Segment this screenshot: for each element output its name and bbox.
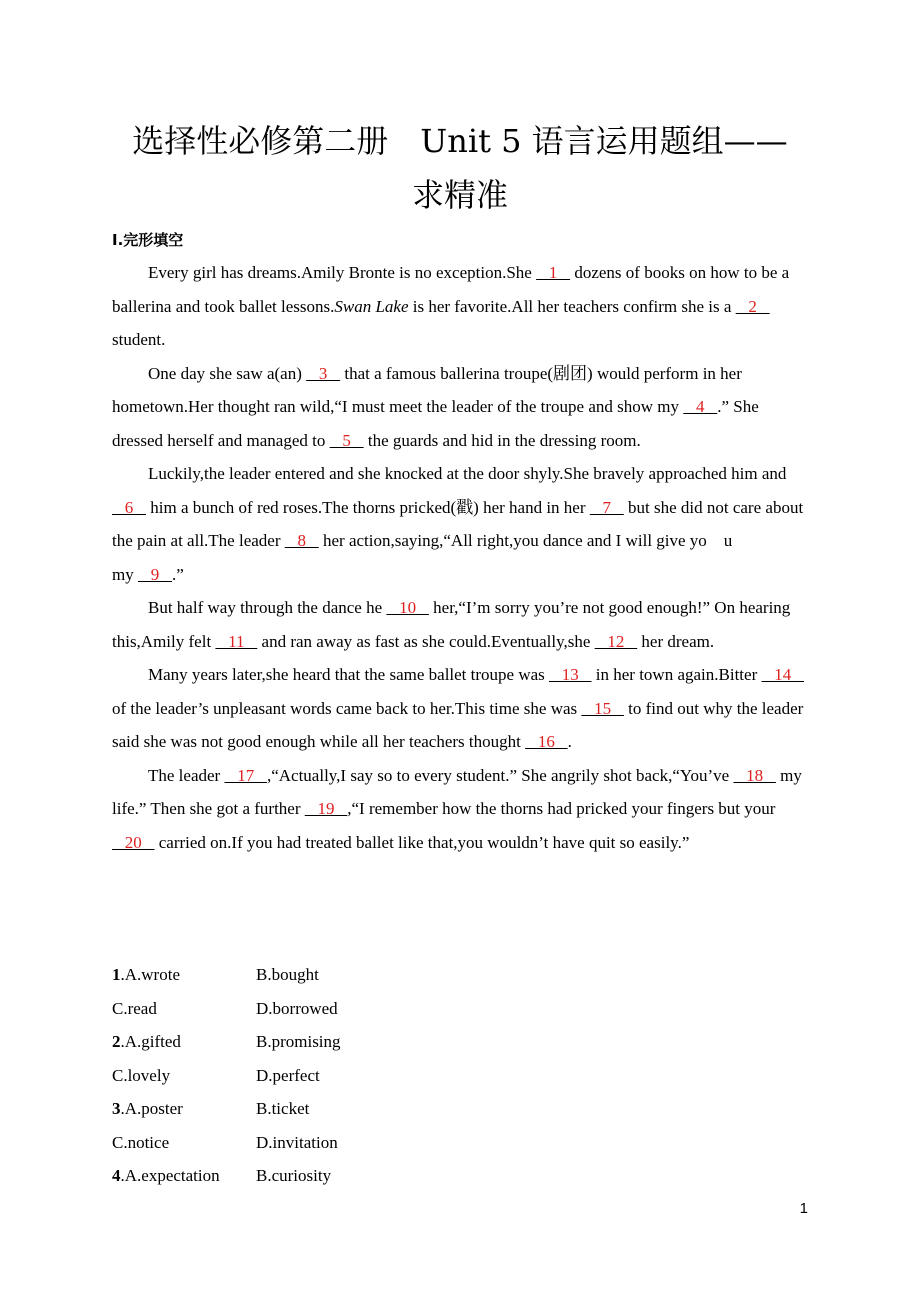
option-row (112, 992, 341, 1026)
option-b: B.bought (256, 965, 319, 984)
blank-8: 8 (284, 531, 319, 550)
blank-3: 3 (306, 363, 341, 383)
option-row (112, 1126, 341, 1160)
blank-1: 1 (536, 263, 571, 282)
section-heading: Ⅰ.完形填空 (112, 231, 184, 249)
passage-text: him a bunch of red roses.The thorns pricked(戳) her hand in her (146, 497, 590, 517)
option-a-text: .A.gifted (120, 1032, 181, 1051)
blank-17: 17 (224, 765, 267, 785)
passage-text: her dream. (637, 631, 715, 651)
paragraph-5 (112, 658, 810, 759)
answer-options (112, 958, 341, 1193)
passage-text: in her town again.Bitter (591, 665, 762, 684)
passage-text: ,“Actually,I say so to every student.” She angrily shot back,“You’ve (266, 765, 734, 785)
passage-text: of the leader’s unpleasant words came back to her.This time she was (112, 698, 582, 718)
italic-title: Swan Lake (334, 296, 409, 316)
passage-text: is her favorite.All her teachers confirm she is a (408, 296, 736, 316)
page-title-line1: 选择性必修第二册 Unit 5 语言运用题组—— (132, 122, 788, 160)
question-number: 3 (112, 1099, 121, 1118)
blank-11: 11 (215, 631, 258, 651)
option-d: D.invitation (256, 1132, 338, 1152)
passage-text: her,“I’m sorry you’re not good enough!” On hearing this,Amily felt (112, 598, 791, 651)
passage-text: . (567, 732, 572, 751)
option-c-text: C.lovely (112, 1065, 171, 1085)
blank-18: 18 (733, 765, 776, 785)
passage-text: Luckily,the leader entered and she knocked at the door shyly.She bravely approached him and (148, 464, 787, 483)
option-a (112, 1025, 256, 1059)
passage-text: Many years later,she heard that the same ballet troupe was (148, 665, 550, 684)
passage-text: but she did not care about the pain at all.The leader (112, 497, 804, 550)
option-d: D.borrowed (256, 998, 338, 1018)
cloze-passage (112, 256, 852, 859)
blank-15: 15 (581, 698, 624, 718)
option-c (112, 1126, 256, 1160)
option-row (112, 1025, 341, 1059)
paragraph-2 (112, 357, 810, 458)
passage-text: Every girl has dreams.Amily Bronte is no exception.She (148, 263, 537, 282)
blank-12: 12 (594, 631, 638, 651)
option-d: D.perfect (256, 1065, 320, 1085)
passage-text: that a famous ballerina troupe(剧团) would perform in her hometown.Her thought ran wild,“I must meet the leader of the troupe and show my (112, 363, 742, 416)
option-a-text: .A.expectation (120, 1166, 220, 1185)
question-number: 4 (112, 1166, 121, 1185)
option-a (112, 1159, 256, 1193)
passage-text: carried on.If you had treated ballet like that,you wouldn’t have quit so easily.” (154, 832, 690, 852)
blank-9: 9 (137, 564, 172, 584)
blank-6: 6 (112, 497, 146, 517)
blank-4: 4 (683, 397, 718, 416)
blank-2: 2 (735, 296, 770, 316)
passage-text: the guards and hid in the dressing room. (363, 430, 641, 450)
option-row (112, 1059, 341, 1093)
passage-text: student. (112, 330, 166, 349)
option-row (112, 1092, 341, 1126)
blank-7: 7 (589, 497, 624, 517)
page-number: 1 (799, 1200, 808, 1217)
option-b: B.curiosity (256, 1166, 332, 1185)
blank-14: 14 (761, 665, 804, 684)
paragraph-4 (112, 591, 810, 658)
option-a-text: .A.poster (120, 1099, 183, 1118)
blank-13: 13 (549, 665, 592, 684)
option-c-text: C.notice (112, 1132, 170, 1152)
passage-text: to find out why the leader said she was not good enough while all her teachers thought (112, 698, 804, 751)
passage-text: my life.” Then she got a further (112, 765, 802, 818)
passage-text: One day she saw a(an) (148, 363, 307, 383)
page-title-line2: 求精准 (411, 176, 508, 214)
blank-16: 16 (525, 732, 568, 751)
option-row (112, 958, 341, 992)
paragraph-3 (112, 457, 852, 591)
blank-5: 5 (329, 430, 364, 450)
question-number: 2 (112, 1032, 121, 1051)
option-c (112, 1059, 256, 1093)
paragraph-6 (112, 759, 810, 860)
passage-text: The leader (148, 765, 225, 785)
option-c-text: C.read (112, 998, 157, 1018)
blank-10: 10 (386, 598, 429, 617)
blank-19: 19 (304, 799, 348, 818)
question-number: 1 (112, 965, 121, 984)
option-b: B.ticket (256, 1099, 310, 1118)
option-c (112, 992, 256, 1026)
option-b: B.promising (256, 1032, 341, 1051)
paragraph-1 (112, 256, 810, 357)
passage-text: .” She dressed herself and managed to (112, 397, 759, 450)
passage-text: ,“I remember how the thorns had pricked your fingers but your (347, 799, 776, 818)
passage-text: .” (171, 564, 184, 584)
option-a (112, 1092, 256, 1126)
passage-text: and ran away as fast as she could.Eventually,she (257, 631, 595, 651)
passage-text: her action,saying,“All right,you dance and I will give yo u my (112, 531, 852, 584)
blank-20: 20 (112, 832, 155, 852)
passage-text: dozens of books on how to be a ballerina and took ballet lessons. (112, 263, 790, 316)
passage-text: But half way through the dance he (148, 598, 387, 617)
option-row (112, 1159, 341, 1193)
option-a (112, 958, 256, 992)
option-a-text: .A.wrote (120, 965, 180, 984)
